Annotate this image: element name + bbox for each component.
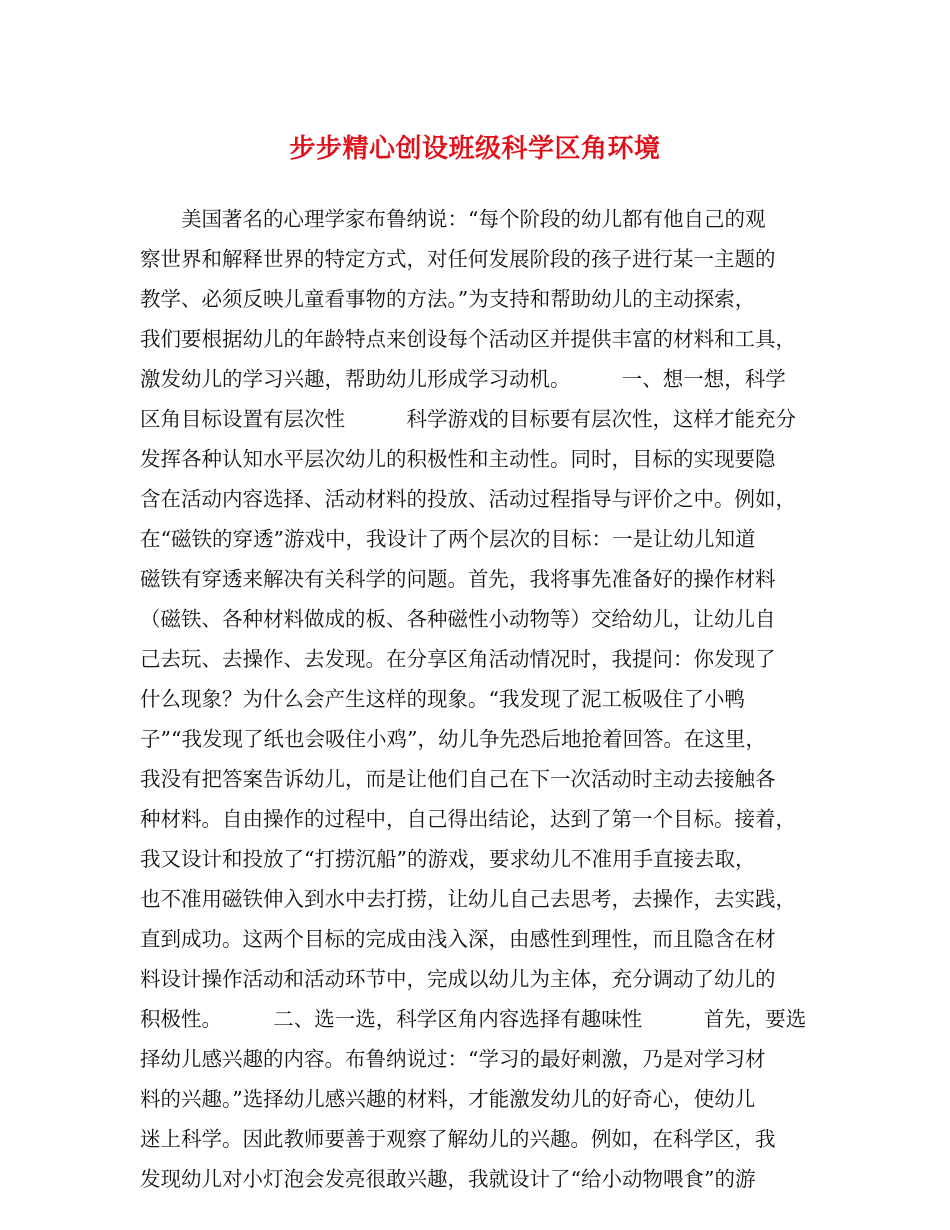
paragraph-line: 迷上科学。因此教师要善于观察了解幼儿的兴趣。例如，在科学区，我 bbox=[140, 1127, 776, 1151]
paragraph-line: 直到成功。这两个目标的完成由浅入深，由感性到理性，而且隐含在材 bbox=[140, 927, 776, 951]
paragraph-line: 美国著名的心理学家布鲁纳说：“每个阶段的幼儿都有他自己的观 bbox=[140, 207, 766, 231]
paragraph-line: 磁铁有穿透来解决有关科学的问题。首先，我将事先准备好的操作材料 bbox=[140, 567, 776, 591]
document-title: 步步精心创设班级科学区角环境 bbox=[289, 134, 661, 164]
paragraph-line: 在“磁铁的穿透”游戏中，我设计了两个层次的目标：一是让幼儿知道 bbox=[140, 527, 756, 551]
paragraph-line: 区角目标设置有层次性 科学游戏的目标要有层次性，这样才能充分 bbox=[140, 407, 796, 431]
paragraph-line: 料的兴趣。”选择幼儿感兴趣的材料，才能激发幼儿的好奇心，使幼儿 bbox=[140, 1087, 756, 1111]
paragraph-line: （磁铁、各种材料做成的板、各种磁性小动物等）交给幼儿，让幼儿自 bbox=[140, 607, 776, 631]
paragraph-line: 也不准用磁铁伸入到水中去打捞，让幼儿自己去思考，去操作，去实践， bbox=[140, 887, 796, 911]
paragraph-line: 子”“我发现了纸也会吸住小鸡”，幼儿争先恐后地抢着回答。在这里， bbox=[140, 727, 766, 751]
document-body bbox=[140, 199, 820, 1199]
paragraph-line: 积极性。 二、选一选，科学区角内容选择有趣味性 首先，要选 bbox=[140, 1007, 807, 1031]
paragraph-line: 发现幼儿对小灯泡会发亮很敢兴趣，我就设计了“给小动物喂食”的游 bbox=[140, 1167, 756, 1191]
paragraph-line: 种材料。自由操作的过程中，自己得出结论，达到了第一个目标。接着， bbox=[140, 807, 796, 831]
paragraph-line: 料设计操作活动和活动环节中，完成以幼儿为主体，充分调动了幼儿的 bbox=[140, 967, 776, 991]
paragraph-line: 我又设计和投放了“打捞沉船”的游戏，要求幼儿不准用手直接去取， bbox=[140, 847, 756, 871]
paragraph-line: 己去玩、去操作、去发现。在分享区角活动情况时，我提问：你发现了 bbox=[140, 647, 776, 671]
paragraph-line: 含在活动内容选择、活动材料的投放、活动过程指导与评价之中。例如， bbox=[140, 487, 796, 511]
paragraph-line: 教学、必须反映儿童看事物的方法。”为支持和帮助幼儿的主动探索， bbox=[140, 287, 756, 311]
paragraph-line: 我没有把答案告诉幼儿，而是让他们自己在下一次活动时主动去接触各 bbox=[140, 767, 776, 791]
paragraph-line: 察世界和解释世界的特定方式，对任何发展阶段的孩子进行某一主题的 bbox=[140, 247, 776, 271]
paragraph-line: 什么现象？为什么会产生这样的现象。“我发现了泥工板吸住了小鸭 bbox=[140, 687, 745, 711]
paragraph-line: 激发幼儿的学习兴趣，帮助幼儿形成学习动机。 一、想一想，科学 bbox=[140, 367, 786, 391]
paragraph-line: 发挥各种认知水平层次幼儿的积极性和主动性。同时，目标的实现要隐 bbox=[140, 447, 776, 471]
paragraph-line: 我们要根据幼儿的年龄特点来创设每个活动区并提供丰富的材料和工具， bbox=[140, 327, 796, 351]
paragraph-line: 择幼儿感兴趣的内容。布鲁纳说过：“学习的最好刺激，乃是对学习材 bbox=[140, 1047, 766, 1071]
